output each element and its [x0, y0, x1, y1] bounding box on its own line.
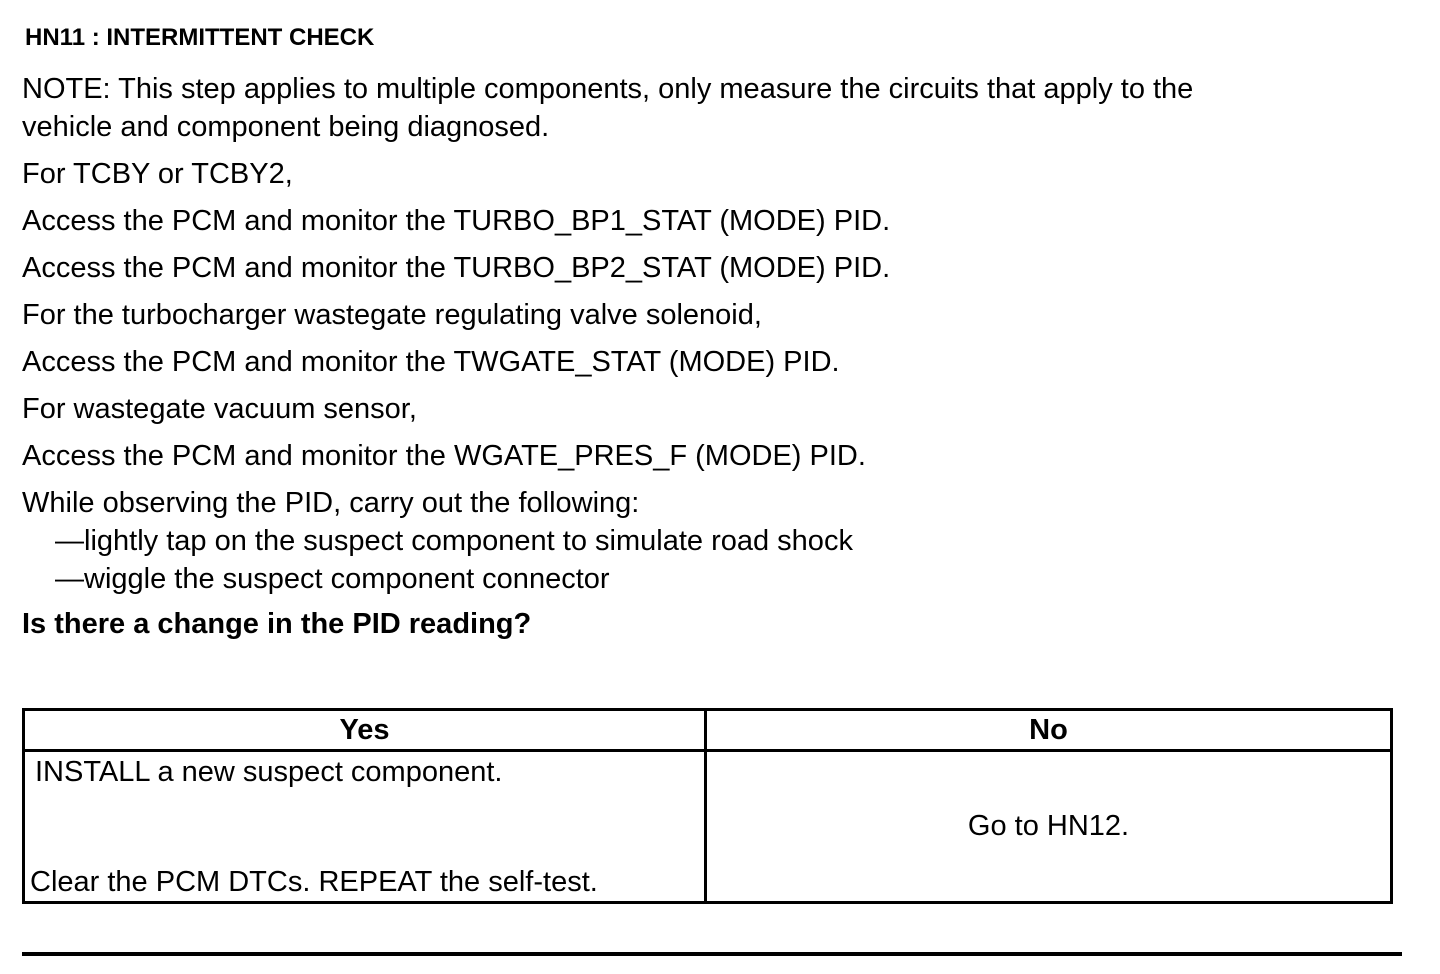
- no-cell: [706, 751, 1392, 903]
- instruction-line: For the turbocharger wastegate regulating valve solenoid,: [22, 299, 762, 331]
- instruction-line: Access the PCM and monitor the TURBO_BP2_STAT (MODE) PID.: [22, 252, 891, 284]
- note-line-1: NOTE: This step applies to multiple components, only measure the circuits that apply to the: [22, 73, 1194, 105]
- bottom-divider: [22, 952, 1402, 956]
- decision-table: [22, 708, 1393, 904]
- observe-step: —wiggle the suspect component connector: [55, 563, 610, 595]
- instruction-line: Access the PCM and monitor the TWGATE_STAT (MODE) PID.: [22, 346, 840, 378]
- step-body: [22, 70, 1412, 672]
- note-line-2: vehicle and component being diagnosed.: [22, 111, 550, 143]
- step-heading: HN11 : INTERMITTENT CHECK: [25, 24, 375, 51]
- no-action-goto: Go to HN12.: [967, 810, 1130, 842]
- yes-header: Yes: [24, 710, 706, 751]
- yes-action-clear: Clear the PCM DTCs. REPEAT the self-test.: [30, 866, 598, 898]
- yes-cell: [24, 751, 706, 903]
- instruction-line: For TCBY or TCBY2,: [22, 158, 293, 190]
- no-header: No: [706, 710, 1392, 751]
- observe-step: —lightly tap on the suspect component to simulate road shock: [55, 525, 853, 557]
- step-question: Is there a change in the PID reading?: [22, 608, 532, 640]
- yes-action-install: INSTALL a new suspect component.: [35, 756, 503, 788]
- observe-intro: While observing the PID, carry out the following:: [22, 487, 640, 519]
- instruction-line: Access the PCM and monitor the TURBO_BP1_STAT (MODE) PID.: [22, 205, 891, 237]
- instruction-line: Access the PCM and monitor the WGATE_PRES_F (MODE) PID.: [22, 440, 866, 472]
- instruction-line: For wastegate vacuum sensor,: [22, 393, 417, 425]
